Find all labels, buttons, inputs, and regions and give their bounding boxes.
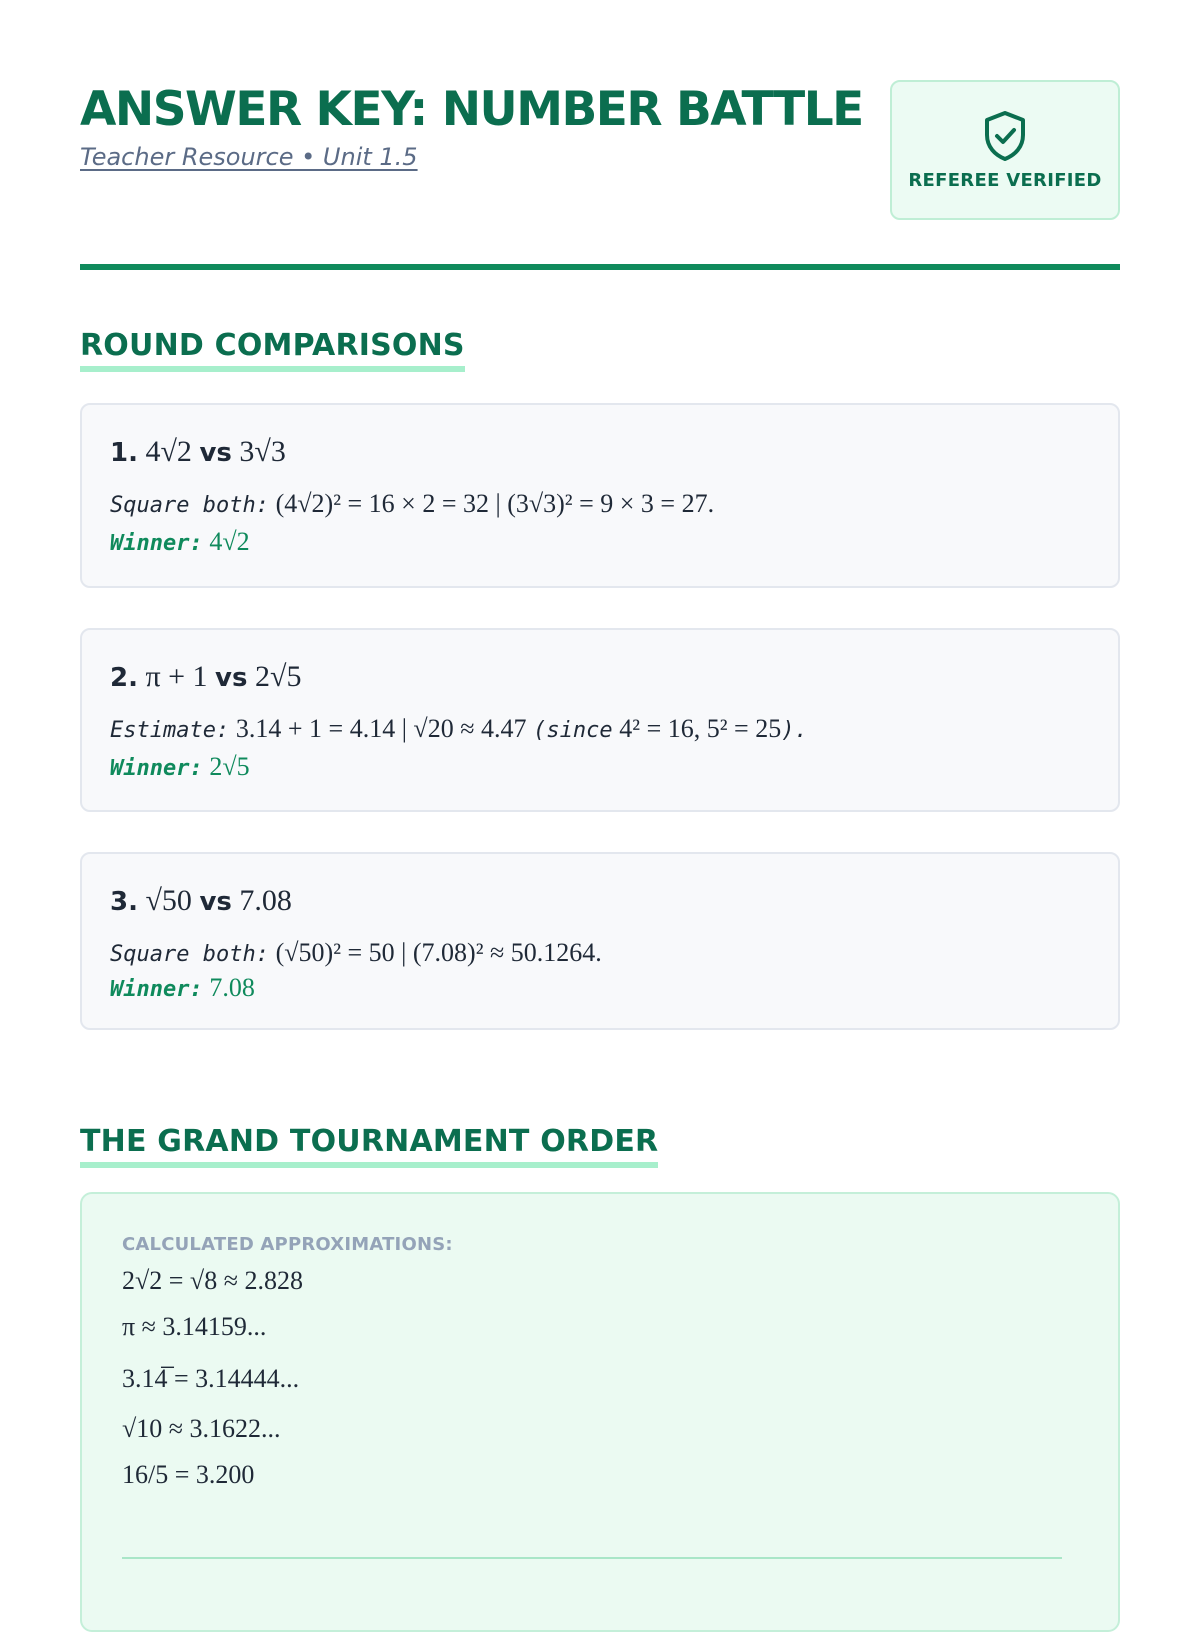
- page-header: [80, 0, 1120, 270]
- round-3-winner: [110, 973, 255, 1003]
- round-right-value: 7.08: [239, 884, 292, 917]
- winner-value: 4√2: [209, 527, 250, 556]
- round-number: 3.: [110, 887, 138, 917]
- round-1-winner: [110, 527, 250, 557]
- answer-key-page: [80, 0, 1120, 1489]
- round-number: 1.: [110, 438, 138, 468]
- work-expression: (√50)² = 50 | (7.08)² ≈ 50.1264.: [275, 938, 602, 967]
- round-card-2: [80, 628, 1120, 812]
- winner-label: Winner:: [110, 977, 203, 1002]
- work-expression: 3.14 + 1 = 4.14 | √20 ≈ 4.47: [235, 714, 527, 743]
- method-label: Square both:: [110, 493, 269, 518]
- method-label: Estimate:: [110, 718, 230, 743]
- winner-label: Winner:: [110, 531, 203, 556]
- round-3-work: [110, 938, 602, 968]
- tournament-order-heading: THE GRAND TOURNAMENT ORDER: [80, 1124, 658, 1168]
- versus-label: vs: [215, 663, 248, 693]
- round-right-value: 3√3: [239, 435, 286, 468]
- round-right-value: 2√5: [254, 660, 302, 693]
- round-left-value: √50: [145, 884, 192, 917]
- approximation-item: 16/5 = 3.200: [122, 1460, 255, 1489]
- tournament-order-panel: [80, 1192, 1120, 1632]
- round-left-value: 4√2: [145, 435, 192, 468]
- round-2-winner: [110, 752, 250, 782]
- winner-label: Winner:: [110, 756, 203, 781]
- round-2-matchup: [110, 660, 301, 694]
- round-card-1: [80, 403, 1120, 588]
- approximation-item: 3.14̅ = 3.14444...: [122, 1364, 300, 1393]
- winner-value: 2√5: [209, 752, 250, 781]
- work-expression-note: 4² = 16, 5² = 25: [619, 714, 782, 743]
- approximations-label: CALCULATED APPROXIMATIONS:: [122, 1234, 453, 1255]
- approximation-item: √10 ≈ 3.1622...: [122, 1414, 281, 1443]
- work-expression: (4√2)² = 16 × 2 = 32 | (3√3)² = 9 × 3 = 27.: [275, 489, 715, 518]
- page-title: ANSWER KEY: NUMBER BATTLE: [80, 82, 863, 137]
- method-label: Square both:: [110, 942, 269, 967]
- round-left-value: π + 1: [145, 660, 208, 693]
- versus-label: vs: [199, 887, 232, 917]
- page-subtitle: Teacher Resource • Unit 1.5: [80, 143, 418, 171]
- round-1-work: [110, 489, 714, 519]
- referee-verified-badge: [890, 80, 1120, 220]
- winner-value: 7.08: [209, 973, 255, 1002]
- work-note-end: ).: [781, 718, 808, 743]
- approximation-item: π ≈ 3.14159...: [122, 1312, 267, 1341]
- round-1-matchup: [110, 435, 286, 469]
- round-3-matchup: [110, 884, 292, 918]
- approximations-divider: [122, 1557, 1062, 1559]
- shield-check-icon: [982, 110, 1028, 162]
- versus-label: vs: [199, 438, 232, 468]
- round-2-work: [110, 714, 808, 744]
- round-number: 2.: [110, 663, 138, 693]
- approximation-item: 2√2 = √8 ≈ 2.828: [122, 1266, 303, 1295]
- round-card-3: [80, 852, 1120, 1030]
- header-divider: [80, 264, 1120, 270]
- badge-label: REFEREE VERIFIED: [908, 170, 1102, 191]
- work-note: (since: [533, 718, 613, 743]
- round-comparisons-heading: ROUND COMPARISONS: [80, 328, 465, 372]
